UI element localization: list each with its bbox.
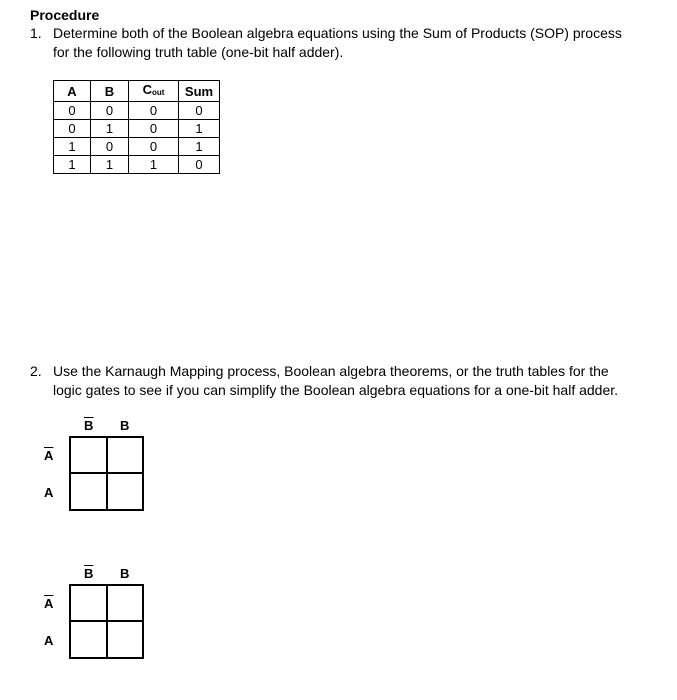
kmap-grid	[69, 584, 144, 659]
step-1	[30, 24, 660, 64]
step-2-line-2: logic gates to see if you can simplify the Boolean algebra equations for a one-bit half adder.	[53, 382, 619, 398]
cell-a: 1	[54, 156, 91, 174]
cell-b: 0	[91, 102, 129, 120]
kmap-cell[interactable]	[70, 473, 107, 510]
kmap-row-label-a-bar: $\overline{A}$	[44, 596, 54, 611]
table-row	[54, 120, 220, 138]
header-sum: Sum	[179, 81, 220, 102]
kmap-cell[interactable]	[70, 437, 107, 473]
truth-table-header-row	[54, 81, 220, 102]
cell-sum: 1	[179, 138, 220, 156]
step-1-text	[53, 24, 653, 62]
kmap-cell[interactable]	[107, 621, 143, 658]
kmap-cell[interactable]	[70, 585, 107, 621]
kmap-row-label-a-bar: $\overline{A}$	[44, 448, 54, 463]
cell-a: 0	[54, 102, 91, 120]
kmap-grid	[69, 436, 144, 511]
kmap-col-label-b-bar: $\overline{B}$	[84, 418, 94, 433]
kmap-col-label-b: B	[120, 418, 130, 433]
step-2-line-1: Use the Karnaugh Mapping process, Boolean algebra theorems, or the truth tables for the	[53, 363, 609, 379]
kmap-cell[interactable]	[70, 621, 107, 658]
cell-sum: 0	[179, 102, 220, 120]
header-cout-main: C	[142, 82, 152, 97]
cell-sum: 0	[179, 156, 220, 174]
table-row	[54, 102, 220, 120]
step-2-text	[53, 362, 653, 400]
header-a: A	[54, 81, 91, 102]
kmap-col-label-b-bar: $\overline{B}$	[84, 566, 94, 581]
cell-a: 0	[54, 120, 91, 138]
cell-b: 1	[91, 156, 129, 174]
kmap-col-label-b: B	[120, 566, 130, 581]
step-1-line-1: Determine both of the Boolean algebra equations using the Sum of Products (SOP) process	[53, 25, 622, 41]
cell-cout: 0	[129, 138, 179, 156]
header-cout	[129, 81, 179, 102]
step-1-line-2: for the following truth table (one-bit half adder).	[53, 44, 344, 60]
karnaugh-map-1	[38, 418, 158, 518]
kmap-row-label-a: A	[44, 633, 54, 648]
step-2	[30, 362, 660, 402]
header-b: B	[91, 81, 129, 102]
step-1-number: 1.	[30, 25, 42, 41]
header-cout-sub: out	[151, 88, 165, 97]
cell-cout: 1	[129, 156, 179, 174]
procedure-heading: Procedure	[30, 7, 100, 23]
kmap-cell[interactable]	[107, 585, 143, 621]
cell-cout: 0	[129, 120, 179, 138]
table-row	[54, 156, 220, 174]
kmap-cell[interactable]	[107, 437, 143, 473]
cell-cout: 0	[129, 102, 179, 120]
step-2-number: 2.	[30, 363, 42, 379]
cell-b: 1	[91, 120, 129, 138]
karnaugh-map-2	[38, 566, 158, 666]
kmap-row-label-a: A	[44, 485, 54, 500]
table-row	[54, 138, 220, 156]
kmap-cell[interactable]	[107, 473, 143, 510]
truth-table	[53, 80, 220, 174]
cell-a: 1	[54, 138, 91, 156]
cell-b: 0	[91, 138, 129, 156]
cell-sum: 1	[179, 120, 220, 138]
